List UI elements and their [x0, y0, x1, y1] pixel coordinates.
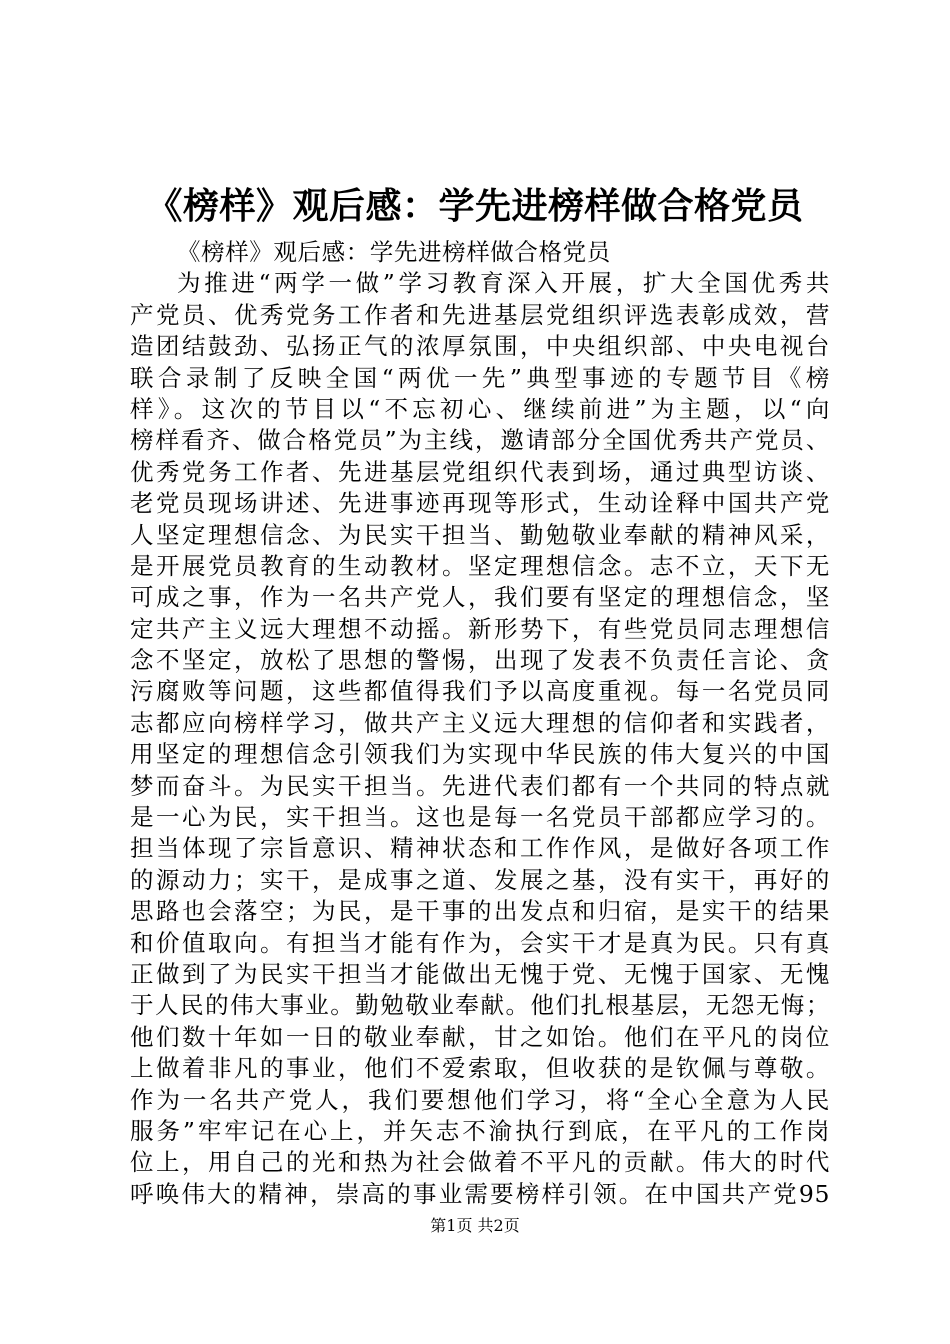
body-line: 他们数十年如一日的敬业奉献，甘之如饴。他们在平凡的岗位 [130, 1022, 830, 1051]
body-line: 产党员、优秀党务工作者和先进基层党组织评选表彰成效，营 [130, 300, 830, 329]
body-line: 污腐败等问题，这些都值得我们予以高度重视。每一名党员同 [130, 677, 830, 706]
body-line: 于人民的伟大事业。勤勉敬业奉献。他们扎根基层，无怨无悔； [130, 991, 830, 1020]
body-line: 用坚定的理想信念引领我们为实现中华民族的伟大复兴的中国 [130, 740, 830, 769]
body-line: 呼唤伟大的精神，崇高的事业需要榜样引领。在中国共产党95 [130, 1179, 830, 1208]
body-line: 样》。这次的节目以“不忘初心、继续前进”为主题，以“向 [130, 394, 830, 423]
body-line: 担当体现了宗旨意识、精神状态和工作作风，是做好各项工作 [130, 834, 830, 863]
body-line: 志都应向榜样学习，做共产主义远大理想的信仰者和实践者， [130, 708, 830, 737]
body-line: 上做着非凡的事业，他们不爱索取，但收获的是钦佩与尊敬。 [130, 1054, 830, 1083]
page-footer: 第1页 共2页 [430, 1216, 520, 1235]
body-line: 可成之事，作为一名共产党人，我们要有坚定的理想信念，坚 [130, 583, 830, 612]
body-line: 是开展党员教育的生动教材。坚定理想信念。志不立，天下无 [130, 551, 830, 580]
body-line: 梦而奋斗。为民实干担当。先进代表们都有一个共同的特点就 [130, 771, 830, 800]
body-line: 的源动力；实干，是成事之道、发展之基，没有实干，再好的 [130, 865, 830, 894]
document-body [130, 237, 830, 1210]
body-line: 作为一名共产党人，我们要想他们学习，将“全心全意为人民 [130, 1085, 830, 1114]
body-line: 正做到了为民实干担当才能做出无愧于党、无愧于国家、无愧 [130, 959, 830, 988]
body-line: 和价值取向。有担当才能有作为，会实干才是真为民。只有真 [130, 928, 830, 957]
body-line: 思路也会落空；为民，是干事的出发点和归宿，是实干的结果 [130, 897, 830, 926]
body-line: 优秀党务工作者、先进基层党组织代表到场，通过典型访谈、 [130, 457, 830, 486]
body-line: 老党员现场讲述、先进事迹再现等形式，生动诠释中国共产党 [130, 489, 830, 518]
body-line: 联合录制了反映全国“两优一先”典型事迹的专题节目《榜 [130, 363, 830, 392]
body-line: 《榜样》观后感：学先进榜样做合格党员 [177, 238, 611, 266]
body-line: 造团结鼓劲、弘扬正气的浓厚氛围，中央组织部、中央电视台 [130, 332, 830, 361]
body-line: 定共产主义远大理想不动摇。新形势下，有些党员同志理想信 [130, 614, 830, 643]
body-line: 榜样看齐、做合格党员”为主线，邀请部分全国优秀共产党员、 [130, 426, 830, 455]
body-line: 为推进“两学一做”学习教育深入开展，扩大全国优秀共 [177, 269, 830, 298]
body-line: 是一心为民，实干担当。这也是每一名党员干部都应学习的。 [130, 803, 830, 832]
body-line: 位上，用自己的光和热为社会做着不平凡的贡献。伟大的时代 [130, 1148, 830, 1177]
body-line: 人坚定理想信念、为民实干担当、勤勉敬业奉献的精神风采， [130, 520, 830, 549]
document-title: 《榜样》观后感：学先进榜样做合格党员 [146, 185, 804, 227]
body-line: 念不坚定，放松了思想的警惕，出现了发表不负责任言论、贪 [130, 646, 830, 675]
body-line: 服务”牢牢记在心上，并矢志不渝执行到底，在平凡的工作岗 [130, 1116, 830, 1145]
